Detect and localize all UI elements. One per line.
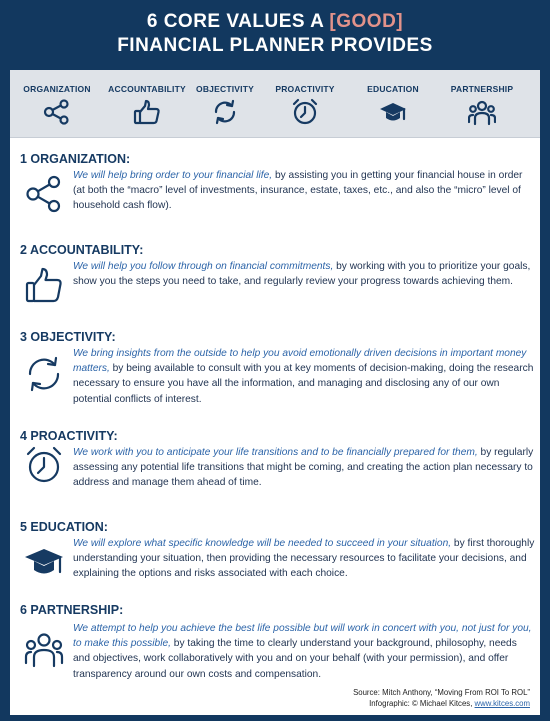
- infographic-header: [0, 0, 550, 70]
- icon-bar-item-proactivity: [260, 70, 350, 138]
- section-description: [73, 346, 535, 407]
- section-detail: by being available to consult with you at key moments of decision-making, doing the research necessary to ensure you have all the information, and managing and disclosing any of our own potential conflicts of interest.: [73, 363, 534, 405]
- icon-bar-item-objectivity: [180, 70, 270, 138]
- section-description: [73, 168, 535, 214]
- section-title: 4 PROACTIVITY:: [20, 429, 118, 443]
- section-title: 1 ORGANIZATION:: [20, 152, 131, 166]
- header-highlight-word: [GOOD]: [329, 11, 404, 32]
- section-lead: We attempt to help you achieve the best life possible but will work in concert with you, not just for you, to make this possible,: [73, 623, 532, 650]
- section-title: 3 OBJECTIVITY:: [20, 330, 116, 344]
- graduation-cap-icon: [24, 542, 64, 582]
- section-description: [73, 621, 535, 682]
- icon-bar-label: ACCOUNTABILITY: [108, 84, 186, 94]
- content-panel: [10, 70, 540, 715]
- kitces-link[interactable]: www.kitces.com: [474, 699, 530, 708]
- section-lead: We will explore what specific knowledge will be needed to succeed in your situation,: [73, 538, 452, 549]
- section-lead: We bring insights from the outside to help you avoid emotionally driven decisions in important money matters,: [73, 348, 527, 375]
- network-nodes-icon: [24, 174, 64, 214]
- icon-bar-label: OBJECTIVITY: [196, 84, 254, 94]
- refresh-arrows-icon: [24, 354, 64, 394]
- header-title-line2: FINANCIAL PLANNER PROVIDES: [117, 35, 433, 56]
- credit-text: Infographic: © Michael Kitces,: [369, 699, 475, 708]
- section-detail: by regularly assessing any potential life transitions that might be coming, and creating the action plan necessary to address and manage them ahead of time.: [73, 447, 534, 489]
- icon-bar-item-accountability: [102, 70, 192, 138]
- source-citation: Source: Mitch Anthony, “Moving From ROI To ROL”: [353, 688, 530, 697]
- header-title-line1: [0, 11, 550, 33]
- icon-bar-label: ORGANIZATION: [23, 84, 91, 94]
- alarm-clock-icon: [291, 98, 319, 126]
- alarm-clock-icon: [24, 445, 64, 485]
- icon-bar-label: EDUCATION: [367, 84, 419, 94]
- people-group-icon: [468, 98, 496, 126]
- section-lead: We will help bring order to your financial life,: [73, 170, 273, 181]
- section-description: [73, 536, 535, 582]
- section-detail: by first thoroughly understanding your situation, then providing the necessary resources to facilitate your decisions, and explaining the options and risks associated with each choice.: [73, 538, 535, 580]
- icon-bar-item-education: [348, 70, 438, 138]
- source-footer: [353, 687, 530, 709]
- section-detail: by assisting you in getting your financial house in order (at both the “macro” level of investments, insurance, estate, taxes, etc., and also the “micro” level of household cash flow).: [73, 170, 523, 212]
- icon-bar-label: PARTNERSHIP: [450, 84, 514, 94]
- header-title-text: 6 CORE VALUES A: [146, 11, 330, 32]
- section-detail: by taking the time to clearly understand your background, philosophy, needs and objectives, work collaboratively with you and on your behalf (with your permission), and offer transparency around our own costs and compensation.: [73, 638, 517, 680]
- values-icon-bar: [10, 70, 540, 138]
- section-lead: We work with you to anticipate your life transitions and to be financially prepared for them,: [73, 447, 478, 458]
- refresh-arrows-icon: [211, 98, 239, 126]
- section-description: [73, 259, 535, 289]
- section-detail: by working with you to prioritize your goals, show you the steps you need to take, and regularly review your progress towards achieving them.: [73, 261, 531, 288]
- section-title: 2 ACCOUNTABILITY:: [20, 243, 144, 257]
- icon-bar-label: PROACTIVITY: [275, 84, 335, 94]
- section-title: 5 EDUCATION:: [20, 520, 108, 534]
- thumbs-up-icon: [24, 265, 64, 305]
- network-nodes-icon: [43, 98, 71, 126]
- graduation-cap-icon: [379, 98, 407, 126]
- icon-bar-item-partnership: [437, 70, 527, 138]
- infographic-credit: [353, 698, 530, 709]
- people-group-icon: [24, 629, 64, 669]
- section-lead: We will help you follow through on financial commitments,: [73, 261, 334, 272]
- icon-bar-item-organization: [12, 70, 102, 138]
- section-title: 6 PARTNERSHIP:: [20, 603, 124, 617]
- section-description: [73, 445, 535, 491]
- thumbs-up-icon: [133, 98, 161, 126]
